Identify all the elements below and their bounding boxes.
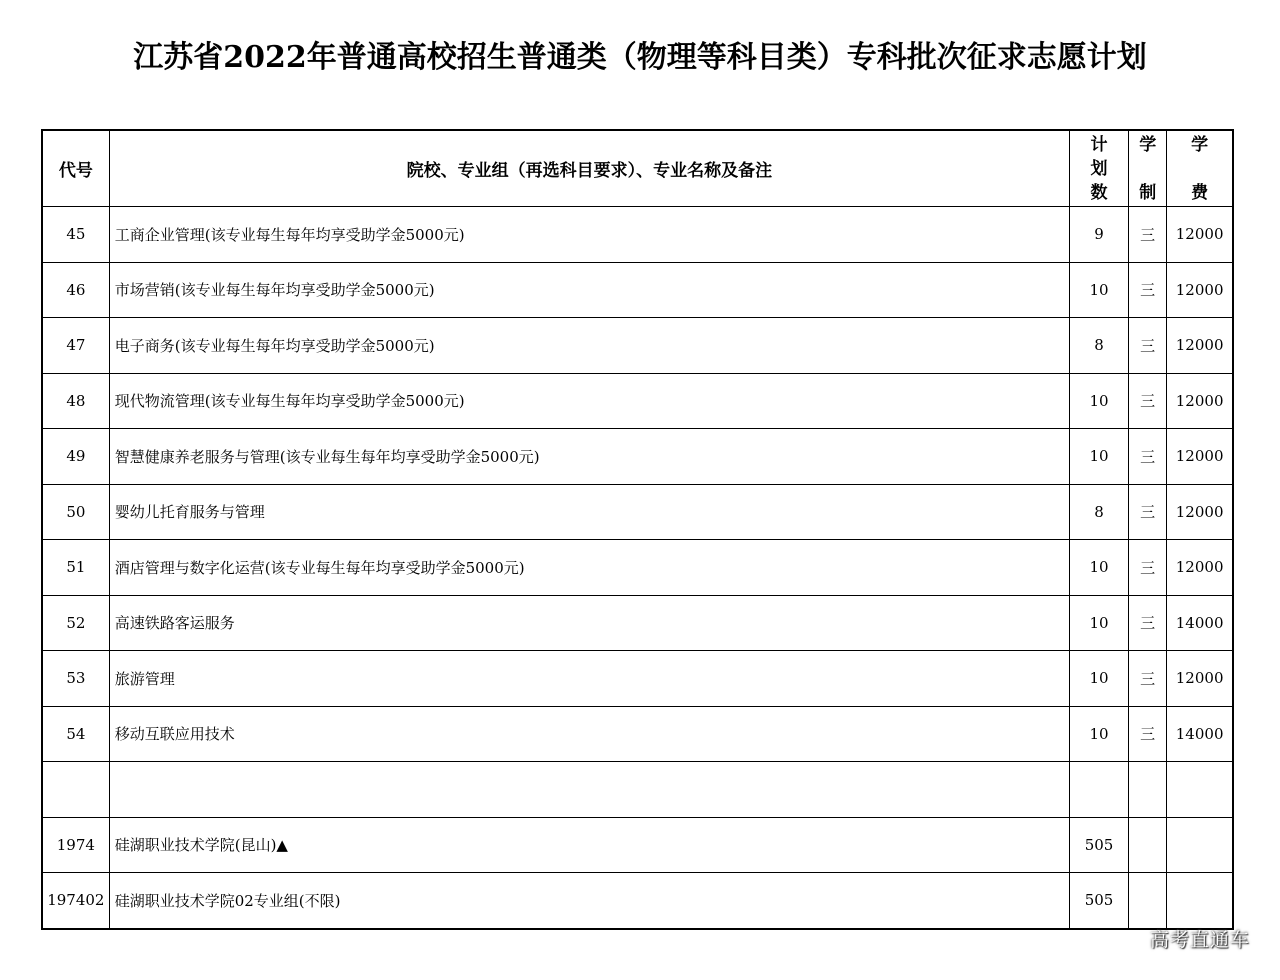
row-fee: 12000: [1167, 651, 1233, 707]
row-fee: [1167, 873, 1233, 929]
row-plan: 8: [1069, 484, 1128, 540]
row-duration: 三: [1129, 651, 1167, 707]
row-fee: [1167, 817, 1233, 873]
table-row: [42, 429, 1233, 485]
table-row: [42, 262, 1233, 318]
row-code: 50: [42, 484, 109, 540]
page-title: 江苏省2022年普通高校招生普通类（物理等科目类）专科批次征求志愿计划: [133, 40, 1147, 75]
row-plan: 10: [1069, 429, 1128, 485]
row-fee: 12000: [1167, 484, 1233, 540]
row-duration: [1129, 762, 1167, 818]
row-name: 婴幼儿托育服务与管理: [109, 484, 1069, 540]
row-fee: 12000: [1167, 262, 1233, 318]
header-duration: [1129, 130, 1167, 207]
table-row-group: [42, 873, 1233, 929]
row-name: 酒店管理与数字化运营(该专业每生每年均享受助学金5000元): [109, 540, 1069, 596]
row-code: 49: [42, 429, 109, 485]
table-row-institution: [42, 817, 1233, 873]
row-code: 53: [42, 651, 109, 707]
row-name: 电子商务(该专业每生每年均享受助学金5000元): [109, 318, 1069, 374]
row-duration: 三: [1129, 429, 1167, 485]
row-plan: 10: [1069, 540, 1128, 596]
header-duration-char-1: 学: [1139, 134, 1157, 155]
row-name: 智慧健康养老服务与管理(该专业每生每年均享受助学金5000元): [109, 429, 1069, 485]
table-row: [42, 706, 1233, 762]
row-name: 硅湖职业技术学院02专业组(不限): [109, 873, 1069, 929]
table-row: [42, 651, 1233, 707]
row-fee: 14000: [1167, 706, 1233, 762]
row-plan: 10: [1069, 706, 1128, 762]
row-fee: 12000: [1167, 318, 1233, 374]
row-code: 48: [42, 373, 109, 429]
row-plan: 10: [1069, 595, 1128, 651]
row-fee: 12000: [1167, 373, 1233, 429]
header-fee: [1167, 130, 1233, 207]
row-name: [109, 762, 1069, 818]
row-fee: 12000: [1167, 429, 1233, 485]
row-name: 旅游管理: [109, 651, 1069, 707]
row-fee: 12000: [1167, 540, 1233, 596]
table-row-empty: [42, 762, 1233, 818]
row-plan: 10: [1069, 373, 1128, 429]
row-code: 47: [42, 318, 109, 374]
header-duration-char-2: 制: [1139, 182, 1157, 203]
row-duration: 三: [1129, 706, 1167, 762]
header-fee-char-1: 学: [1191, 134, 1209, 155]
row-name: 工商企业管理(该专业每生每年均享受助学金5000元): [109, 207, 1069, 263]
header-fee-char-2: 费: [1191, 182, 1209, 203]
row-code: [42, 762, 109, 818]
row-duration: [1129, 873, 1167, 929]
row-name: 硅湖职业技术学院(昆山)▲: [109, 817, 1069, 873]
enrollment-plan-table: [41, 129, 1234, 930]
row-code: 1974: [42, 817, 109, 873]
table-row: [42, 484, 1233, 540]
row-duration: 三: [1129, 262, 1167, 318]
row-code: 45: [42, 207, 109, 263]
row-code: 52: [42, 595, 109, 651]
row-plan: [1069, 762, 1128, 818]
row-duration: 三: [1129, 595, 1167, 651]
row-plan: 10: [1069, 262, 1128, 318]
row-fee: 14000: [1167, 595, 1233, 651]
row-name: 现代物流管理(该专业每生每年均享受助学金5000元): [109, 373, 1069, 429]
row-name: 市场营销(该专业每生每年均享受助学金5000元): [109, 262, 1069, 318]
watermark: 高考直通车: [1149, 929, 1250, 951]
table-row: [42, 318, 1233, 374]
row-fee: [1167, 762, 1233, 818]
row-name: 移动互联应用技术: [109, 706, 1069, 762]
row-code: 54: [42, 706, 109, 762]
header-code: 代号: [42, 130, 109, 207]
row-duration: 三: [1129, 207, 1167, 263]
row-code: 51: [42, 540, 109, 596]
header-plan-char-2: 划: [1090, 158, 1108, 179]
header-plan: [1069, 130, 1128, 207]
table-row: [42, 595, 1233, 651]
row-duration: 三: [1129, 373, 1167, 429]
header-plan-char-1: 计: [1090, 134, 1108, 155]
row-duration: 三: [1129, 540, 1167, 596]
row-plan: 10: [1069, 651, 1128, 707]
row-code: 197402: [42, 873, 109, 929]
row-fee: 12000: [1167, 207, 1233, 263]
row-duration: 三: [1129, 484, 1167, 540]
table-row: [42, 540, 1233, 596]
row-duration: [1129, 817, 1167, 873]
row-plan: 505: [1069, 873, 1128, 929]
row-plan: 505: [1069, 817, 1128, 873]
table-row: [42, 207, 1233, 263]
row-plan: 9: [1069, 207, 1128, 263]
row-code: 46: [42, 262, 109, 318]
header-name: 院校、专业组（再选科目要求）、专业名称及备注: [109, 130, 1069, 207]
table-row: [42, 373, 1233, 429]
row-duration: 三: [1129, 318, 1167, 374]
table-header-row: [42, 130, 1233, 207]
row-plan: 8: [1069, 318, 1128, 374]
row-name: 高速铁路客运服务: [109, 595, 1069, 651]
header-plan-char-3: 数: [1090, 182, 1108, 203]
